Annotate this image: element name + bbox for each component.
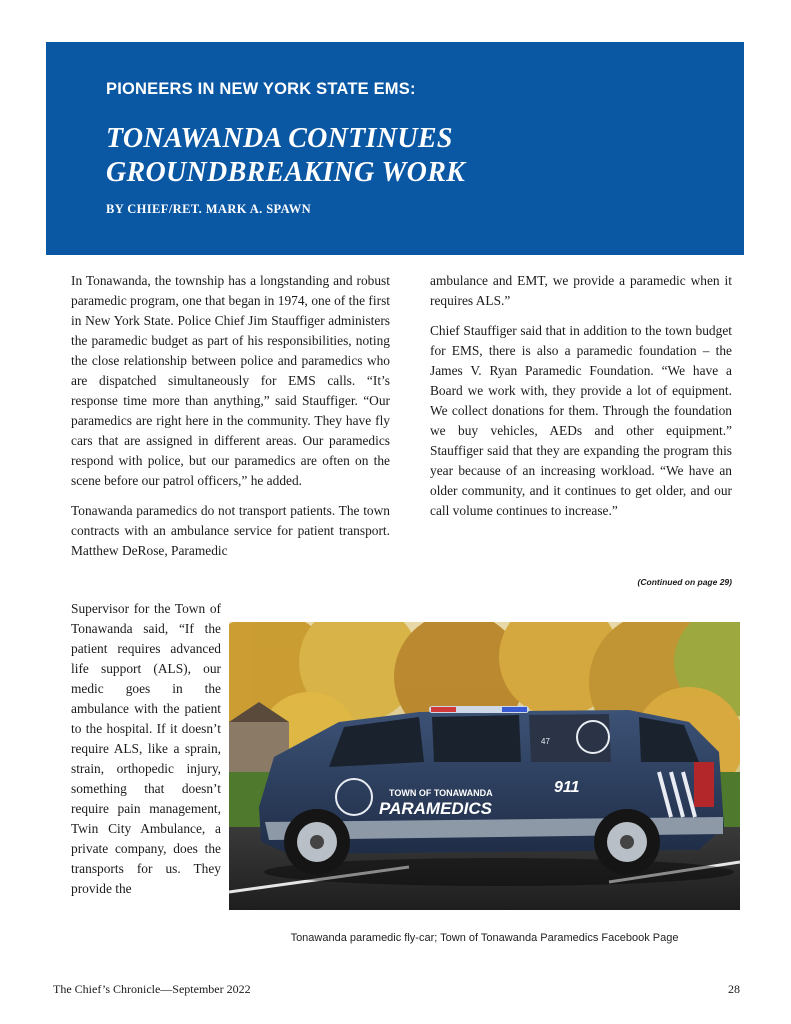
paragraph: In Tonawanda, the township has a longstanding and robust paramedic program, one that began in 1974, one of the first in New York State. Police Chief Jim Stauffiger administers the paramedic budget as part of his responsibilities, noting the close relationship between police and paramedics who are dispatched simultaneously for EMS calls. “It’s response time more than anything,” said Stauffiger. “Our paramedics are right here in the community. They have fly cars that are assigned in different areas. Our paramedics respond with police, but our paramedics are often on the scene before our patrol officers,” he added. xyxy=(71,273,390,488)
door-text-2: PARAMEDICS xyxy=(379,799,493,818)
right-column xyxy=(430,271,732,531)
fly-car-photo xyxy=(229,622,740,910)
left-column-wrap: Supervisor for the Town of Tonawanda said, “If the patient requires advanced life support (ALS), our medic goes in the ambulance with the patient to the hospital. If it doesn’t require ALS, like a sprain, strain, orthopedic injury, something that doesn’t require pain management, Twin City Ambulance, a private company, does the transports for us. They provide the xyxy=(71,601,221,896)
paragraph: Chief Stauffiger said that in addition to the town budget for EMS, there is also a paramedic foundation – the James V. Ryan Paramedic Foundation. “We have a Board we work with, they provide a lot of equipment. We collect donations for them. Through the foundation we buy vehicles, AEDs and other equipment.” Stauffiger said that they are expanding the program this year because of an increasing workload. “We have an older community, and it continues to get older, and our call volume continues to increase.” xyxy=(430,323,732,518)
continued-note: (Continued on page 29) xyxy=(637,577,732,587)
page-number: 28 xyxy=(728,982,740,996)
photo-caption: Tonawanda paramedic fly-car; Town of Tonawanda Paramedics Facebook Page xyxy=(290,932,679,944)
paragraph: ambulance and EMT, we provide a paramedic when it requires ALS.” xyxy=(430,273,732,308)
paragraph: Tonawanda paramedics do not transport patients. The town contracts with an ambulance service for patient transport. Matthew DeRose, Paramedic xyxy=(71,503,390,558)
unit-number: 47 xyxy=(541,737,550,746)
headline-line-1: TONAWANDA CONTINUES xyxy=(106,123,453,154)
rear-number: 911 xyxy=(554,779,580,796)
door-text-1: TOWN OF TONAWANDA xyxy=(389,788,493,798)
byline: BY CHIEF/RET. MARK A. SPAWN xyxy=(106,202,312,216)
headline-line-2: GROUNDBREAKING WORK xyxy=(106,157,466,188)
title-banner xyxy=(46,42,744,255)
footer-publication: The Chief’s Chronicle—September 2022 xyxy=(53,982,251,996)
kicker: PIONEERS IN NEW YORK STATE EMS: xyxy=(106,80,416,98)
left-column xyxy=(71,271,390,561)
headline xyxy=(106,122,726,190)
